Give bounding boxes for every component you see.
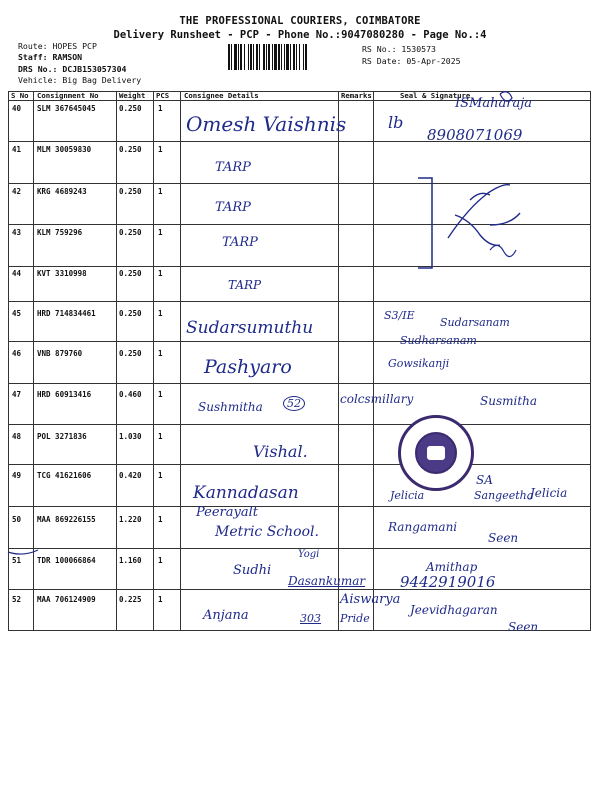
row-pcs: 1 <box>158 309 163 318</box>
staff-label: Staff: RAMSON <box>18 52 83 62</box>
row-sno: 48 <box>12 432 22 441</box>
handwritten-phone: 9442919016 <box>400 573 496 591</box>
col-pcs: PCS <box>156 91 170 100</box>
handwritten-mark <box>500 92 512 101</box>
handwritten-note: 303 <box>300 612 321 625</box>
handwritten-note: Dasankumar <box>288 574 366 588</box>
row-weight: 0.250 <box>119 228 142 237</box>
row-pcs: 1 <box>158 390 163 399</box>
handwritten-consignee: Metric School. <box>215 524 319 540</box>
handwritten-signature: Susmitha <box>480 394 538 408</box>
row-sno: 51 <box>12 556 22 565</box>
row-consignment: SLM 367645045 <box>37 104 96 113</box>
row-consignment: KLM 759296 <box>37 228 83 237</box>
rs-number: RS No.: 1530573 <box>362 44 436 54</box>
row-pcs: 1 <box>158 595 163 604</box>
row-weight: 0.250 <box>119 145 142 154</box>
col-consignee: Consignee Details <box>184 91 259 100</box>
row-pcs: 1 <box>158 104 163 113</box>
row-weight: 0.250 <box>119 309 142 318</box>
row-consignment: KRG 4689243 <box>37 187 87 196</box>
row-weight: 1.220 <box>119 515 142 524</box>
handwritten-signature: Sangeetha <box>474 489 534 502</box>
row-sno: 42 <box>12 187 22 196</box>
row-sno: 50 <box>12 515 22 524</box>
handwritten-number: 52 <box>283 396 305 411</box>
rs-date: RS Date: 05-Apr-2025 <box>362 56 461 66</box>
handwritten-consignee: Sudhi <box>233 563 272 578</box>
handwritten-signature-scribble <box>448 185 520 246</box>
row-sno: 52 <box>12 595 22 604</box>
handwritten-signature: Gowsikanji <box>388 357 450 370</box>
handwritten-bracket <box>418 178 432 268</box>
handwritten-consignee: TARP <box>215 160 251 175</box>
row-weight: 1.030 <box>119 432 142 441</box>
handwritten-signature: Jelicia <box>530 486 568 500</box>
row-pcs: 1 <box>158 269 163 278</box>
row-consignment: MAA 706124909 <box>37 595 96 604</box>
row-pcs: 1 <box>158 228 163 237</box>
handwritten-consignee: Pashyaro <box>204 356 292 378</box>
vehicle-label: Vehicle: Big Bag Delivery <box>18 75 142 85</box>
row-consignment: HRD 714834461 <box>37 309 96 318</box>
handwritten-signature: Seen <box>488 531 519 545</box>
handwritten-consignee: TARP <box>215 200 251 215</box>
row-consignment: VNB 879760 <box>37 349 83 358</box>
handwritten-consignee: TARP <box>222 235 258 250</box>
row-sno: 45 <box>12 309 22 318</box>
row-weight: 0.250 <box>119 349 142 358</box>
row-weight: 0.420 <box>119 471 142 480</box>
runsheet-subtitle: Delivery Runsheet - PCP - Phone No.:9047080280 - Page No.:4 <box>113 29 487 41</box>
handwritten-remark: SA <box>476 473 493 487</box>
row-sno: 44 <box>12 269 22 278</box>
handwritten-remark: S3/IE <box>384 309 415 322</box>
handwritten-signature: lb <box>388 113 404 132</box>
handwritten-signature: Jeevidhagaran <box>410 603 498 617</box>
row-sno: 47 <box>12 390 22 399</box>
handwritten-consignee: Kannadasan <box>193 483 299 503</box>
handwritten-consignee: Sudarsumuthu <box>186 318 314 338</box>
row-pcs: 1 <box>158 471 163 480</box>
handwritten-signature: Sudarsanam <box>440 316 510 329</box>
handwritten-signature: Jelicia <box>390 489 425 502</box>
row-weight: 0.225 <box>119 595 142 604</box>
handwritten-signature: Rangamani <box>388 520 458 534</box>
row-consignment: TCG 41621606 <box>37 471 92 480</box>
handwritten-note: Aiswarya <box>340 592 401 607</box>
handwritten-signature: Sudharsanam <box>400 334 477 347</box>
row-weight: 0.460 <box>119 390 142 399</box>
row-consignment: HRD 60913416 <box>37 390 92 399</box>
handwritten-date <box>490 245 516 256</box>
row-consignment: MLM 30059830 <box>37 145 92 154</box>
handwritten-remark: colcsmillary <box>340 392 414 406</box>
handwritten-consignee: Omesh Vaishnis <box>186 112 347 136</box>
row-consignment: POL 3271836 <box>37 432 87 441</box>
row-sno: 46 <box>12 349 22 358</box>
row-pcs: 1 <box>158 349 163 358</box>
handwritten-signature: ISMaharaja <box>455 96 532 111</box>
handwritten-signature: Seen <box>508 620 539 634</box>
row-pcs: 1 <box>158 556 163 565</box>
handwritten-note: Pride <box>340 612 370 625</box>
handwritten-consignee: Sushmitha <box>198 400 263 414</box>
row-sno: 43 <box>12 228 22 237</box>
row-consignment: MAA 869226155 <box>37 515 96 524</box>
col-sno: S No <box>11 91 29 100</box>
handwritten-consignee: Peerayalt <box>196 505 258 520</box>
row-weight: 0.250 <box>119 269 142 278</box>
handwritten-consignee: Anjana <box>203 608 249 623</box>
row-pcs: 1 <box>158 187 163 196</box>
handwritten-mark <box>8 550 38 554</box>
company-title: THE PROFESSIONAL COURIERS, COIMBATORE <box>179 15 421 27</box>
row-pcs: 1 <box>158 145 163 154</box>
drs-label: DRS No.: DCJB153057304 <box>18 64 127 74</box>
col-remarks: Remarks <box>341 91 372 100</box>
handwritten-consignee: TARP <box>228 278 262 292</box>
handwritten-note: Yogi <box>298 549 320 560</box>
row-sno: 40 <box>12 104 22 113</box>
col-consignment: Consignment No <box>37 91 99 100</box>
col-weight: Weight <box>119 91 146 100</box>
handwritten-consignee: Vishal. <box>253 442 308 461</box>
col-seal-signature: Seal & Signature <box>400 91 471 100</box>
route-label: Route: HOPES PCP <box>18 41 97 51</box>
row-pcs: 1 <box>158 515 163 524</box>
row-consignment: TDR 100066864 <box>37 556 96 565</box>
row-weight: 0.250 <box>119 104 142 113</box>
handwritten-signature: Amithap <box>426 560 478 574</box>
row-weight: 1.160 <box>119 556 142 565</box>
row-consignment: KVT 3310998 <box>37 269 87 278</box>
row-pcs: 1 <box>158 432 163 441</box>
row-weight: 0.250 <box>119 187 142 196</box>
row-sno: 41 <box>12 145 22 154</box>
handwritten-phone: 8908071069 <box>427 126 523 144</box>
row-sno: 49 <box>12 471 22 480</box>
